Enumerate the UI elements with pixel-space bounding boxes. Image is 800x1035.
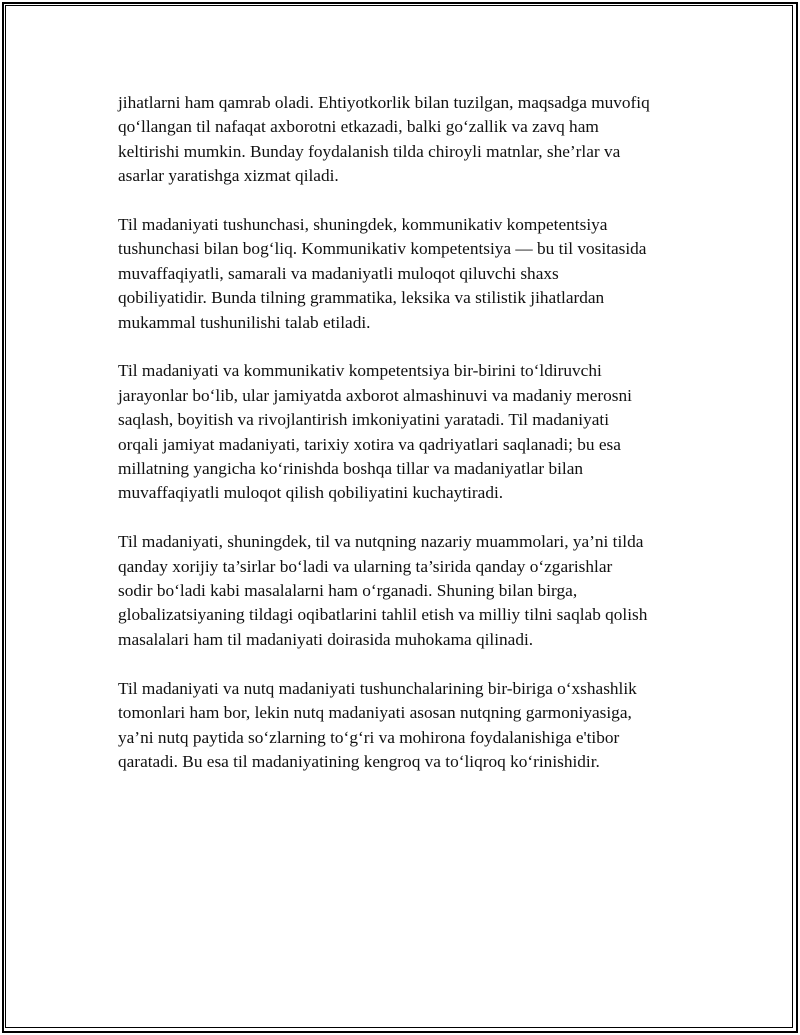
paragraph-1: jihatlarni ham qamrab oladi. Ehtiyotkorlik bilan tuzilgan, maqsadga muvofiq qo‘llangan til nafaqat axborotni etkazadi, balki go‘zallik va zavq ham keltirishi mumkin. Bunday foydalanish tilda chiroyli matnlar, she’rlar va asarlar yaratishga xizmat qiladi. [118, 93, 650, 186]
paragraph-3: Til madaniyati va kommunikativ kompetentsiya bir-birini to‘ldiruvchi jarayonlar bo‘lib, ular jamiyatda axborot almashinuvi va madaniy merosni saqlash, boyitish va rivojlantirish imkoniyatini yaratadi. Til madaniyati orqali jamiyat madaniyati, tarixiy xotira va qadriyatlari saqlanadi; bu esa millatning yangicha ko‘rinishda boshqa tillar va madaniyatlar bilan muvaffaqiyatli muloqot qilish qobiliyatini kuchaytiradi. [118, 361, 632, 503]
paragraph-5: Til madaniyati va nutq madaniyati tushunchalarining bir-biriga o‘xshashlik tomonlari ham bor, lekin nutq madaniyati asosan nutqning garmoniyasiga, ya’ni nutq paytida so‘zlarning to‘g‘ri va mohirona foydalanishiga e'tibor qaratadi. Bu esa til madaniyatining kengroq va to‘liqroq ko‘rinishidir. [118, 678, 637, 771]
paragraph-4: Til madaniyati, shuningdek, til va nutqning nazariy muammolari, ya’ni tilda qanday xorijiy ta’sirlar bo‘ladi va ularning ta’sirida qanday o‘zgarishlar sodir bo‘ladi kabi masalalarni ham o‘rganadi. Shuning bilan birga, globalizatsiyaning tildagi oqibatlarini tahlil etish va milliy tilni saqlab qolish masalalari ham til madaniyati doirasida muhokama qilinadi. [118, 532, 648, 649]
document-body [118, 91, 698, 799]
paragraph-2: Til madaniyati tushunchasi, shuningdek, kommunikativ kompetentsiya tushunchasi bilan bog‘liq. Kommunikativ kompetentsiya — bu til vositasida muvaffaqiyatli, samarali va madaniyatli muloqot qiluvchi shaxs qobiliyatidir. Bunda tilning grammatika, leksika va stilistik jihatlardan mukammal tushunilishi talab etiladi. [118, 215, 647, 332]
